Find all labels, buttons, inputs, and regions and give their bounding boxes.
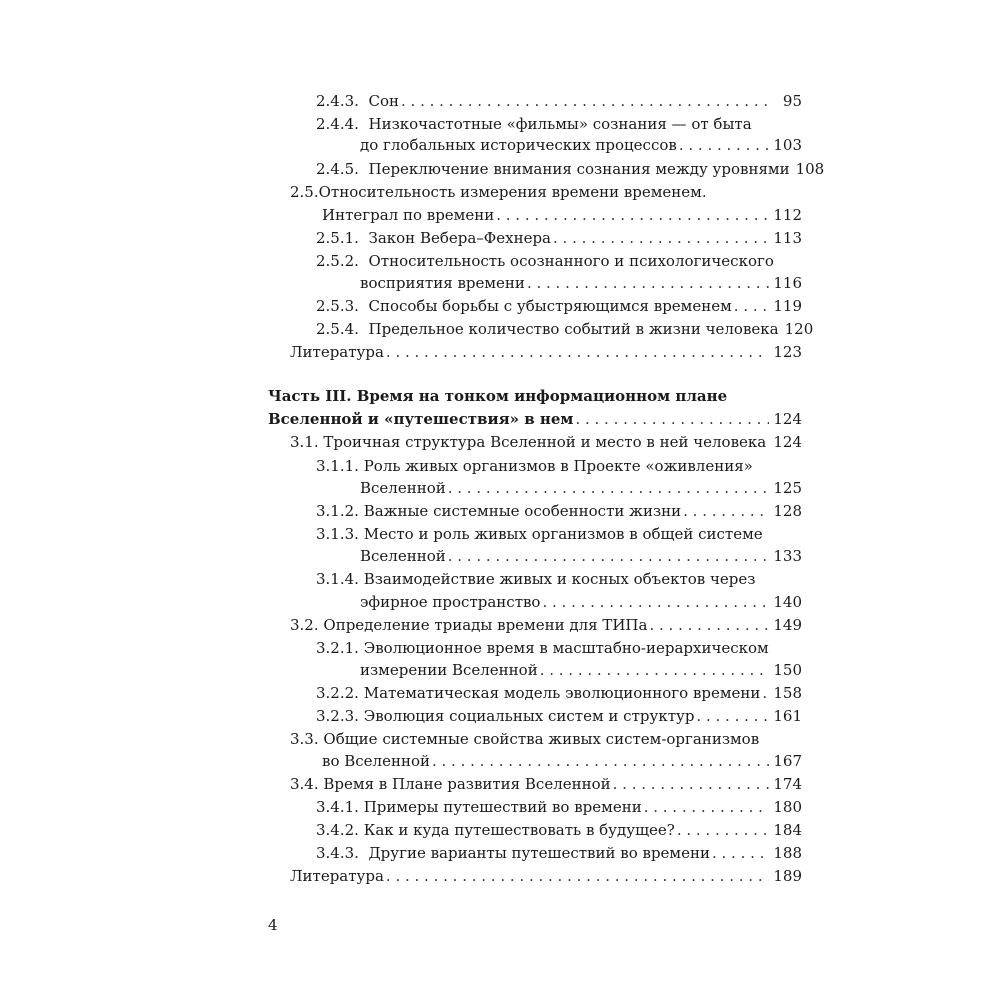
toc-entry-number: 3.2. <box>290 616 319 634</box>
leader-dots <box>496 204 769 226</box>
leader-dots <box>734 295 770 317</box>
toc-entry-title: Математическая модель эволюционного времени <box>363 684 761 702</box>
toc-entry-title: Эволюционное время в масштабно-иерархическом <box>363 639 769 657</box>
toc-entry-continuation <box>360 134 802 156</box>
toc-entry <box>290 614 802 636</box>
toc-entry-number: 2.5.1. <box>316 229 359 247</box>
toc-entry <box>316 682 802 704</box>
toc-entry-title: Вселенной <box>360 547 446 565</box>
toc-entry-first-line <box>316 568 802 590</box>
toc-entry-title: измерении Вселенной <box>360 661 538 679</box>
toc-entry-page: 113 <box>773 229 802 247</box>
toc-entry-page: 189 <box>773 867 802 885</box>
part-heading-first-line <box>268 385 802 407</box>
toc-entry-number: 2.4.5. <box>316 160 359 178</box>
leader-dots <box>683 500 769 522</box>
leader-dots <box>649 614 769 636</box>
toc-entry-number: 2.4.3. <box>316 92 359 110</box>
part-heading-title: Вселенной и «путешествия» в нем <box>268 410 574 428</box>
toc-entry-page: 133 <box>773 547 802 565</box>
toc-entry-page: 174 <box>773 775 802 793</box>
toc-entry-number: 3.4.3. <box>316 844 359 862</box>
toc-entry-title: Низкочастотные «фильмы» сознания — от быта <box>368 115 752 133</box>
toc-entry <box>290 341 802 363</box>
toc-entry-continuation <box>360 272 802 294</box>
toc-entry-page: 124 <box>773 433 802 451</box>
leader-dots <box>768 431 769 453</box>
toc-entry-title: восприятия времени <box>360 274 525 292</box>
leader-dots <box>401 90 770 112</box>
toc-entry-number: 3.2.3. <box>316 707 359 725</box>
toc-entry-title: Место и роль живых организмов в общей системе <box>363 525 763 543</box>
toc-entry <box>316 318 814 340</box>
toc-entry-page: 123 <box>773 343 802 361</box>
toc-entry-page: 103 <box>773 136 802 154</box>
toc-entry-page: 120 <box>784 320 814 338</box>
toc-entry-title: Литература <box>290 343 384 361</box>
leader-dots <box>386 865 769 887</box>
toc-entry-title: Определение триады времени для ТИПа <box>323 616 648 634</box>
leader-dots <box>553 227 769 249</box>
toc-entry-page: 184 <box>773 821 802 839</box>
toc-entry-page: 149 <box>773 616 802 634</box>
toc-entry-page: 167 <box>773 752 802 770</box>
toc-entry <box>316 90 802 112</box>
toc-entry-continuation <box>322 750 802 772</box>
toc-entry-page: 150 <box>773 661 802 679</box>
toc-entry-page: 128 <box>773 502 802 520</box>
toc-entry-title: Литература <box>290 867 384 885</box>
toc-entry-page: 125 <box>773 479 802 497</box>
toc-entry-title: Относительность осознанного и психологического <box>368 252 774 270</box>
toc-entry-page: 95 <box>782 92 802 110</box>
toc-entry-number: 3.1.2. <box>316 502 359 520</box>
toc-entry-continuation <box>360 477 802 499</box>
toc-entry-number: 3.1.3. <box>316 525 359 543</box>
leader-dots <box>712 842 769 864</box>
toc-entry-number: 3.2.1. <box>316 639 359 657</box>
toc-entry-page: 124 <box>773 410 802 428</box>
toc-entry-page: 161 <box>773 707 802 725</box>
toc-entry-title: Общие системные свойства живых систем-организмов <box>323 730 760 748</box>
part-heading-title: Часть III. Время на тонком информационном плане <box>268 387 728 405</box>
toc-entry-page: 140 <box>773 593 802 611</box>
toc-entry-page: 112 <box>773 206 802 224</box>
toc-entry-page: 116 <box>773 274 802 292</box>
leader-dots <box>432 750 769 772</box>
toc-entry-title: эфирное пространство <box>360 593 541 611</box>
leader-dots <box>679 134 770 156</box>
toc-entry <box>316 705 802 727</box>
toc-entry <box>290 431 802 453</box>
leader-dots <box>575 408 769 430</box>
toc-entry-number: 3.4.2. <box>316 821 359 839</box>
toc-entry-title: Как и куда путешествовать в будущее? <box>363 821 675 839</box>
leader-dots <box>540 659 770 681</box>
toc-entry-page: 108 <box>795 160 825 178</box>
toc-entry-page: 158 <box>773 684 802 702</box>
toc-entry-title: Сон <box>368 92 399 110</box>
toc-entry-number: 3.1.4. <box>316 570 359 588</box>
toc-entry <box>316 500 802 522</box>
toc-entry-title: Примеры путешествий во времени <box>363 798 642 816</box>
toc-entry <box>316 842 802 864</box>
leader-dots <box>696 705 769 727</box>
leader-dots <box>448 545 770 567</box>
toc-entry-number: 3.1.1. <box>316 457 359 475</box>
toc-entry-number: 3.4. <box>290 775 319 793</box>
toc-entry-continuation <box>360 591 802 613</box>
toc-entry-title: Троичная структура Вселенной и место в ней человека <box>323 433 767 451</box>
toc-entry-first-line <box>290 728 802 750</box>
toc-entry-number: 3.4.1. <box>316 798 359 816</box>
toc-entry-number: 3.3. <box>290 730 319 748</box>
toc-entry-first-line <box>316 113 802 135</box>
toc-entry <box>316 819 802 841</box>
leader-dots <box>527 272 769 294</box>
toc-entry-continuation <box>360 659 802 681</box>
toc-entry-title: во Вселенной <box>322 752 430 770</box>
toc-entry-title: Важные системные особенности жизни <box>363 502 682 520</box>
leader-dots <box>542 591 769 613</box>
leader-dots <box>613 773 770 795</box>
toc-entry <box>290 865 802 887</box>
leader-dots <box>677 819 770 841</box>
toc-entry <box>316 158 825 180</box>
toc-entry-title: Переключение внимания сознания между уровнями <box>368 160 790 178</box>
toc-entry-title: Вселенной <box>360 479 446 497</box>
toc-entry-page: 119 <box>773 297 802 315</box>
toc-entry-number: 3.2.2. <box>316 684 359 702</box>
toc-entry-number: 2.5.2. <box>316 252 359 270</box>
toc-entry <box>290 773 802 795</box>
page-number: 4 <box>268 916 278 934</box>
toc-entry <box>316 796 802 818</box>
toc-entry-title: Закон Вебера–Фехнера <box>368 229 552 247</box>
toc-entry-number: 2.4.4. <box>316 115 359 133</box>
toc-entry-first-line <box>316 455 802 477</box>
toc-entry-title: Взаимодействие живых и косных объектов через <box>363 570 756 588</box>
toc-entry-title: Способы борьбы с убыстряющимся временем <box>368 297 732 315</box>
toc-entry-number: 2.5.4. <box>316 320 359 338</box>
toc-entry-title: Относительность измерения времени временем. <box>318 183 707 201</box>
toc-entry-number: 3.1. <box>290 433 319 451</box>
toc-entry-continuation <box>360 545 802 567</box>
toc-entry-page: 188 <box>773 844 802 862</box>
toc-entry-continuation <box>322 204 802 226</box>
toc-entry-title: Эволюция социальных систем и структур <box>363 707 695 725</box>
toc-entry-number: 2.5.3. <box>316 297 359 315</box>
toc-entry-title: Предельное количество событий в жизни человека <box>368 320 779 338</box>
toc-entry-first-line <box>316 523 802 545</box>
toc-entry-first-line <box>316 250 802 272</box>
toc-entry <box>316 227 802 249</box>
leader-dots <box>762 682 769 704</box>
leader-dots <box>386 341 769 363</box>
toc-entry-title: Роль живых организмов в Проекте «оживления» <box>363 457 753 475</box>
part-heading-continuation <box>268 408 802 430</box>
toc-entry-first-line <box>290 181 802 203</box>
toc-entry-title: Интеграл по времени <box>322 206 495 224</box>
toc-entry <box>316 295 802 317</box>
toc-entry-first-line <box>316 637 802 659</box>
toc-entry-title: Другие варианты путешествий во времени <box>368 844 710 862</box>
leader-dots <box>448 477 770 499</box>
toc-entry-title: Время в Плане развития Вселенной <box>323 775 611 793</box>
toc-entry-title: до глобальных исторических процессов <box>360 136 677 154</box>
toc-entry-page: 180 <box>773 798 802 816</box>
leader-dots <box>644 796 770 818</box>
toc-entry-number: 2.5. <box>290 183 319 201</box>
